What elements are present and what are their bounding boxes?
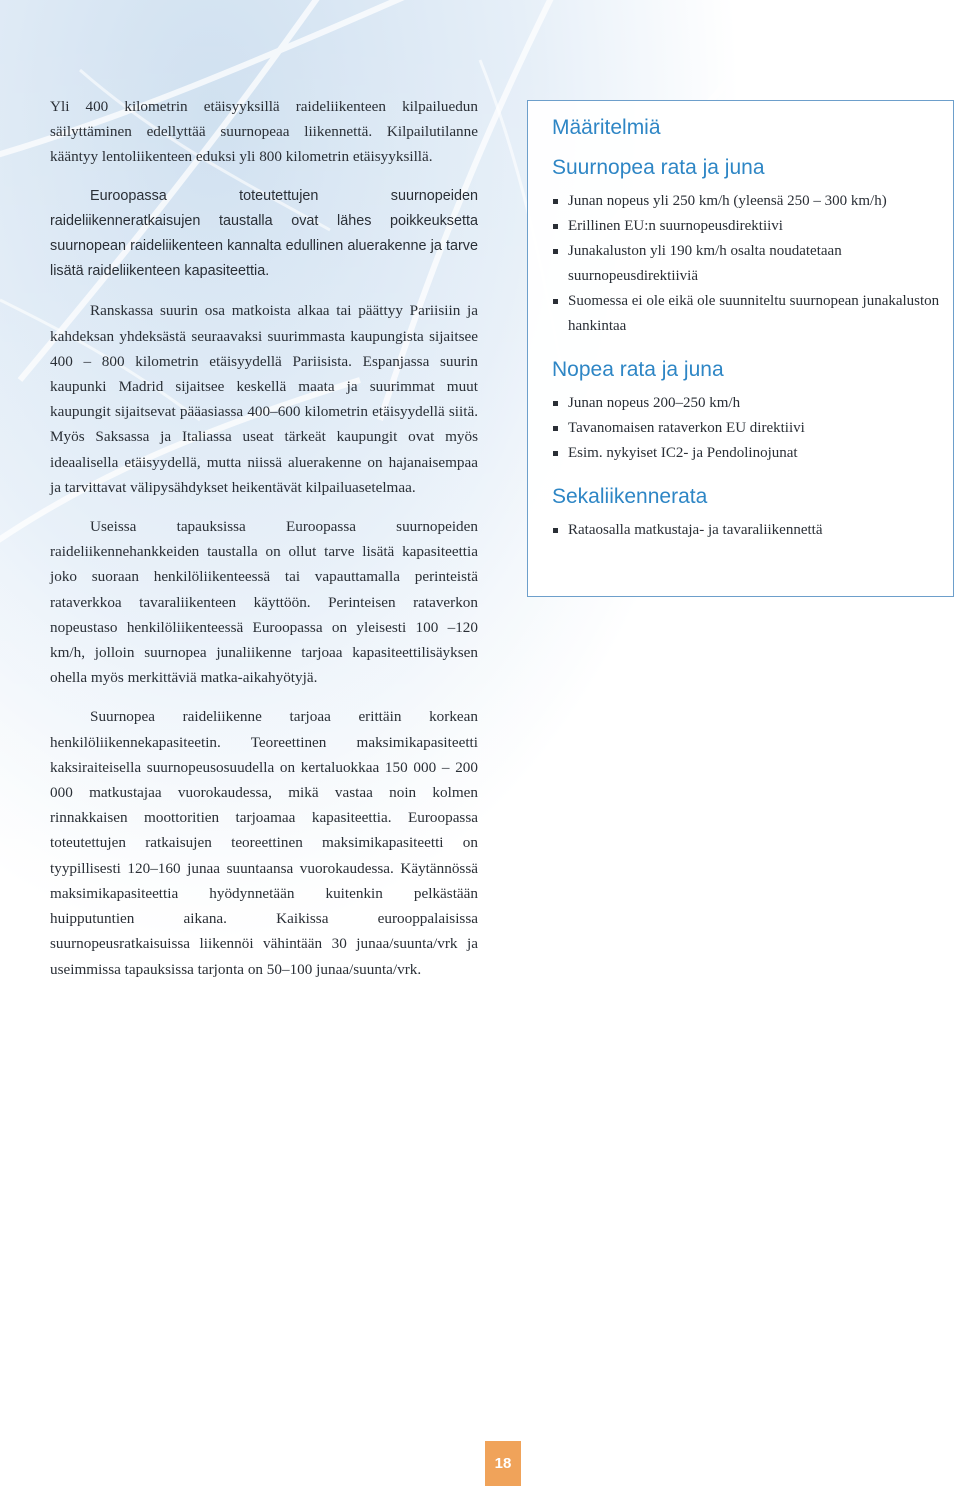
paragraph: Ranskassa suurin osa matkoista alkaa tai päättyy Pariisiin ja kahdeksan yhdeksästä seuraavaksi suurimmasta kaupungista sijaitsee 400 – 800 kilometrin etäisyydellä Pariisista. Espanjassa suurin kaupunki Madrid sijaitsee keskellä maata ja suurimmat muut kaupungit sijaitsevat pääasiassa 400–600 kilometrin etäisyydellä siitä. Myös Saksassa ja Italiassa useat tärkeät kaupungit ovat myös ideaalisella etäisyydellä, mutta niissä aluerakenne on hajanaisempaa ja tarvittavat välipysähdykset heikentävät kilpailuasetelmaa. (50, 302, 478, 496)
list-item: Rataosalla matkustaja- ja tavaraliikennettä (552, 518, 953, 543)
article-body (50, 94, 478, 996)
section-heading: Nopea rata ja juna (552, 358, 724, 381)
paragraph: Suurnopea raideliikenne tarjoaa erittäin korkean henkilöliikennekapasiteetin. Teoreettinen maksimikapasiteetti kaksiraiteisella suurnopeusosuudella on kertaluokkaa 150 000 – 200 000 matkustajaa vuorokaudessa, mikä vastaa noin kolmen rinnakkaisen moottoritien tarjoamaa kapasiteettia. Euroopassa toteutettujen ratkaisujen teoreettinen maksimikapasiteetti on tyypillisesti 120–160 junaa suuntaansa vuorokaudessa. Käytännössä maksimikapasiteettia hyödynnetään kuitenkin pelkästään huipputuntien aikana. Kaikissa eurooppalaisissa suurnopeusratkaisuissa liikennöi vähintään 30 junaa/suunta/vrk ja useimmissa tapauksissa tarjonta on 50–100 junaa/suunta/vrk. (50, 708, 478, 978)
section-heading: Suurnopea rata ja juna (552, 156, 765, 179)
square-bullet-icon (553, 249, 558, 254)
definition-list (552, 189, 953, 339)
paragraph: Yli 400 kilometrin etäisyyksillä raideliikenteen kilpailuedun säilyttäminen edellyttää suurnopeaa liikennettä. Kilpailutilanne kääntyy lentoliikenteen eduksi yli 800 kilometrin etäisyyksillä. (50, 98, 478, 166)
square-bullet-icon (553, 224, 558, 229)
list-item: Esim. nykyiset IC2- ja Pendolinojunat (552, 441, 953, 466)
list-item: Junakaluston yli 190 km/h osalta noudatetaan suurnopeusdirektiiviä (552, 239, 953, 289)
paragraph: Euroopassa toteutettujen suurnopeiden raideliikenneratkaisujen taustalla ovat lähes poikkeuksetta suurnopean raideliikenteen kannalta edullinen aluerakenne ja tarve lisätä raideliikenteen kapasiteettia. (50, 187, 478, 280)
list-item: Junan nopeus 200–250 km/h (552, 391, 953, 416)
square-bullet-icon (553, 199, 558, 204)
square-bullet-icon (553, 299, 558, 304)
definition-list (552, 391, 953, 466)
definitions-title: Määritelmiä (552, 116, 661, 139)
paragraph: Useissa tapauksissa Euroopassa suurnopeiden raideliikennehankkeiden taustalla on ollut tarve lisätä kapasiteettia joko suoraan henkilöliikenteessä tai vapauttamalla perinteistä rataverkkoa tavaraliikenteen käyttöön. Perinteisen rataverkon nopeustaso henkilöliikenteessä Euroopassa on yleisesti 100 –120 km/h, jolloin suurnopea junaliikenne tarjoaa kapasiteettilisäyksen ohella myös merkittäviä matka-aikahyötyjä. (50, 518, 478, 687)
list-item: Tavanomaisen rataverkon EU direktiivi (552, 416, 953, 441)
list-item: Junan nopeus yli 250 km/h (yleensä 250 – 300 km/h) (552, 189, 953, 214)
square-bullet-icon (553, 451, 558, 456)
definition-list (552, 518, 953, 543)
square-bullet-icon (553, 426, 558, 431)
section-heading: Sekaliikennerata (552, 485, 708, 508)
definitions-box (527, 100, 954, 597)
list-item: Erillinen EU:n suurnopeusdirektiivi (552, 214, 953, 239)
square-bullet-icon (553, 401, 558, 406)
square-bullet-icon (553, 528, 558, 533)
page-number: 18 (485, 1441, 521, 1486)
list-item: Suomessa ei ole eikä ole suunniteltu suurnopean junakaluston hankintaa (552, 289, 953, 339)
